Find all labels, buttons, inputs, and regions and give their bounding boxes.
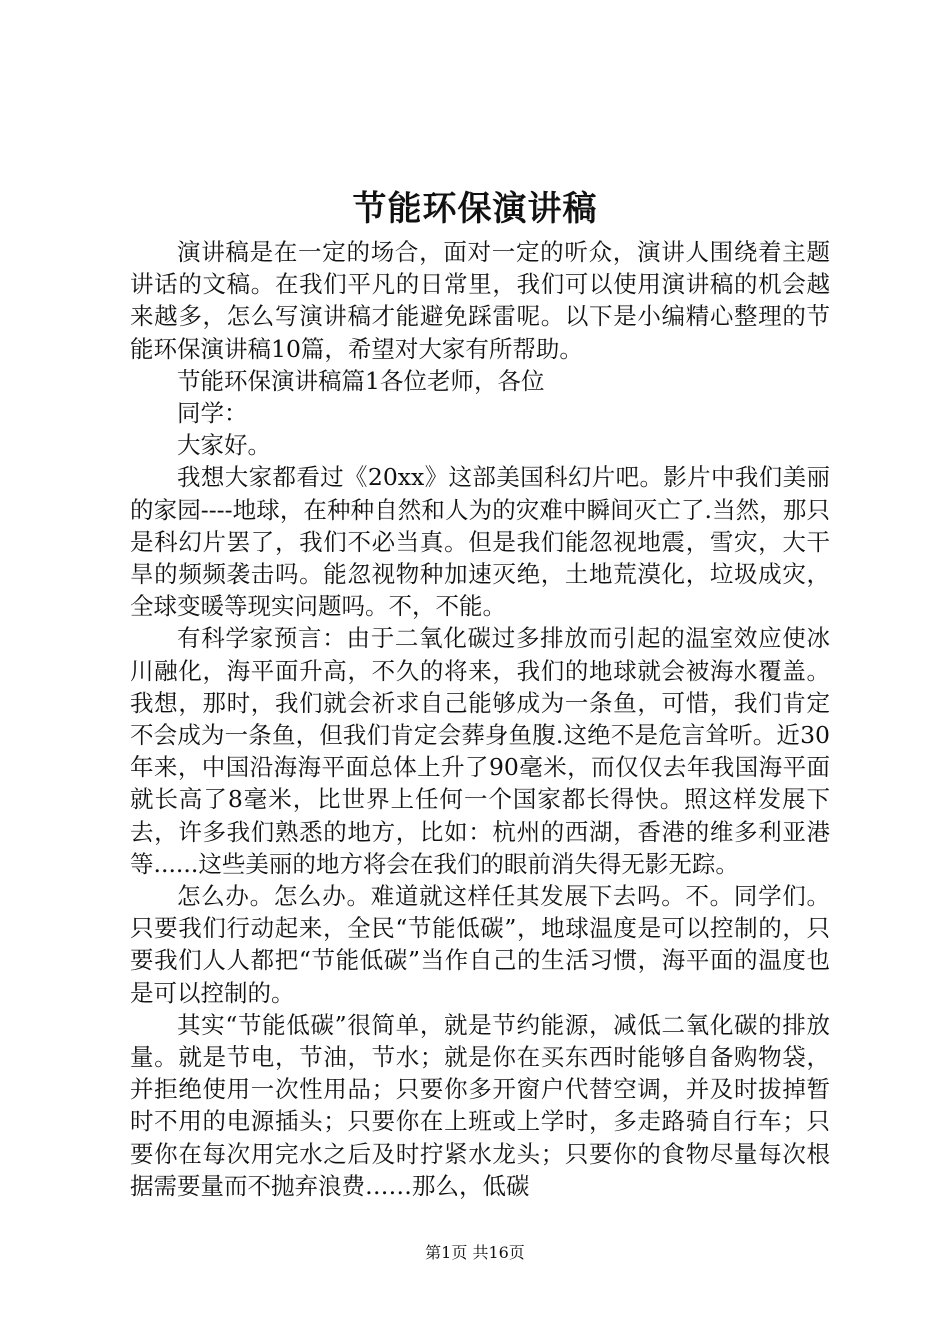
paragraph-scientist: 有科学家预言：由于二氧化碳过多排放而引起的温室效应使冰川融化，海平面升高，不久的将来，我们的地球就会被海水覆盖。我想，那时，我们就会祈求自己能够成为一条鱼，可惜，我们肯定不会成为一条鱼，但我们肯定会葬身鱼腹.这绝不是危言耸听。近30年来，中国沿海海平面总体上升了90毫米，而仅仅去年我国海平面就长高了8毫米，比世界上任何一个国家都长得快。照这样发展下去，许多我们熟悉的地方，比如：杭州的西湖，香港的维多利亚港等......这些美丽的地方将会在我们的眼前消失得无影无踪。 — [130, 624, 830, 878]
paragraph-intro: 演讲稿是在一定的场合，面对一定的听众，演讲人围绕着主题讲话的文稿。在我们平凡的日常里，我们可以使用演讲稿的机会越来越多，怎么写演讲稿才能避免踩雷呢。以下是小编精心整理的节能环保演讲稿10篇，希望对大家有所帮助。 — [130, 238, 830, 363]
paragraph-low-carbon: 其实“节能低碳”很简单，就是节约能源，减低二氧化碳的排放量。就是节电，节油，节水；就是你在买东西时能够自备购物袋，并拒绝使用一次性用品；只要你多开窗户代替空调，并及时拔掉暂时不用的电源插头；只要你在上班或上学时，多走路骑自行车；只要你在每次用完水之后及时拧紧水龙头；只要你的食物尽量每次根据需要量而不抛弃浪费……那么，低碳 — [130, 1010, 830, 1200]
page-footer: 第1页 共16页 — [425, 1243, 525, 1262]
paragraph-salutation: 同学： — [177, 399, 248, 428]
document-title: 节能环保演讲稿 — [352, 189, 598, 229]
paragraph-heading-line: 节能环保演讲稿篇1各位老师，各位 — [177, 366, 545, 395]
paragraph-movie: 我想大家都看过《20xx》这部美国科幻片吧。影片中我们美丽的家园----地球，在种种自然和人为的灾难中瞬间灭亡了.当然，那只是科幻片罢了，我们不必当真。但是我们能忽视地震，雪灾，大干旱的频频袭击吗。能忽视物种加速灭绝，土地荒漠化，垃圾成灾，全球变暖等现实问题吗。不，不能。 — [130, 463, 830, 621]
paragraph-what-to-do: 怎么办。怎么办。难道就这样任其发展下去吗。不。同学们。只要我们行动起来，全民“节能低碳”，地球温度是可以控制的，只要我们人人都把“节能低碳”当作自己的生活习惯，海平面的温度也是可以控制的。 — [130, 882, 830, 1007]
document-body — [130, 236, 830, 1202]
paragraph-greeting: 大家好。 — [177, 431, 271, 460]
